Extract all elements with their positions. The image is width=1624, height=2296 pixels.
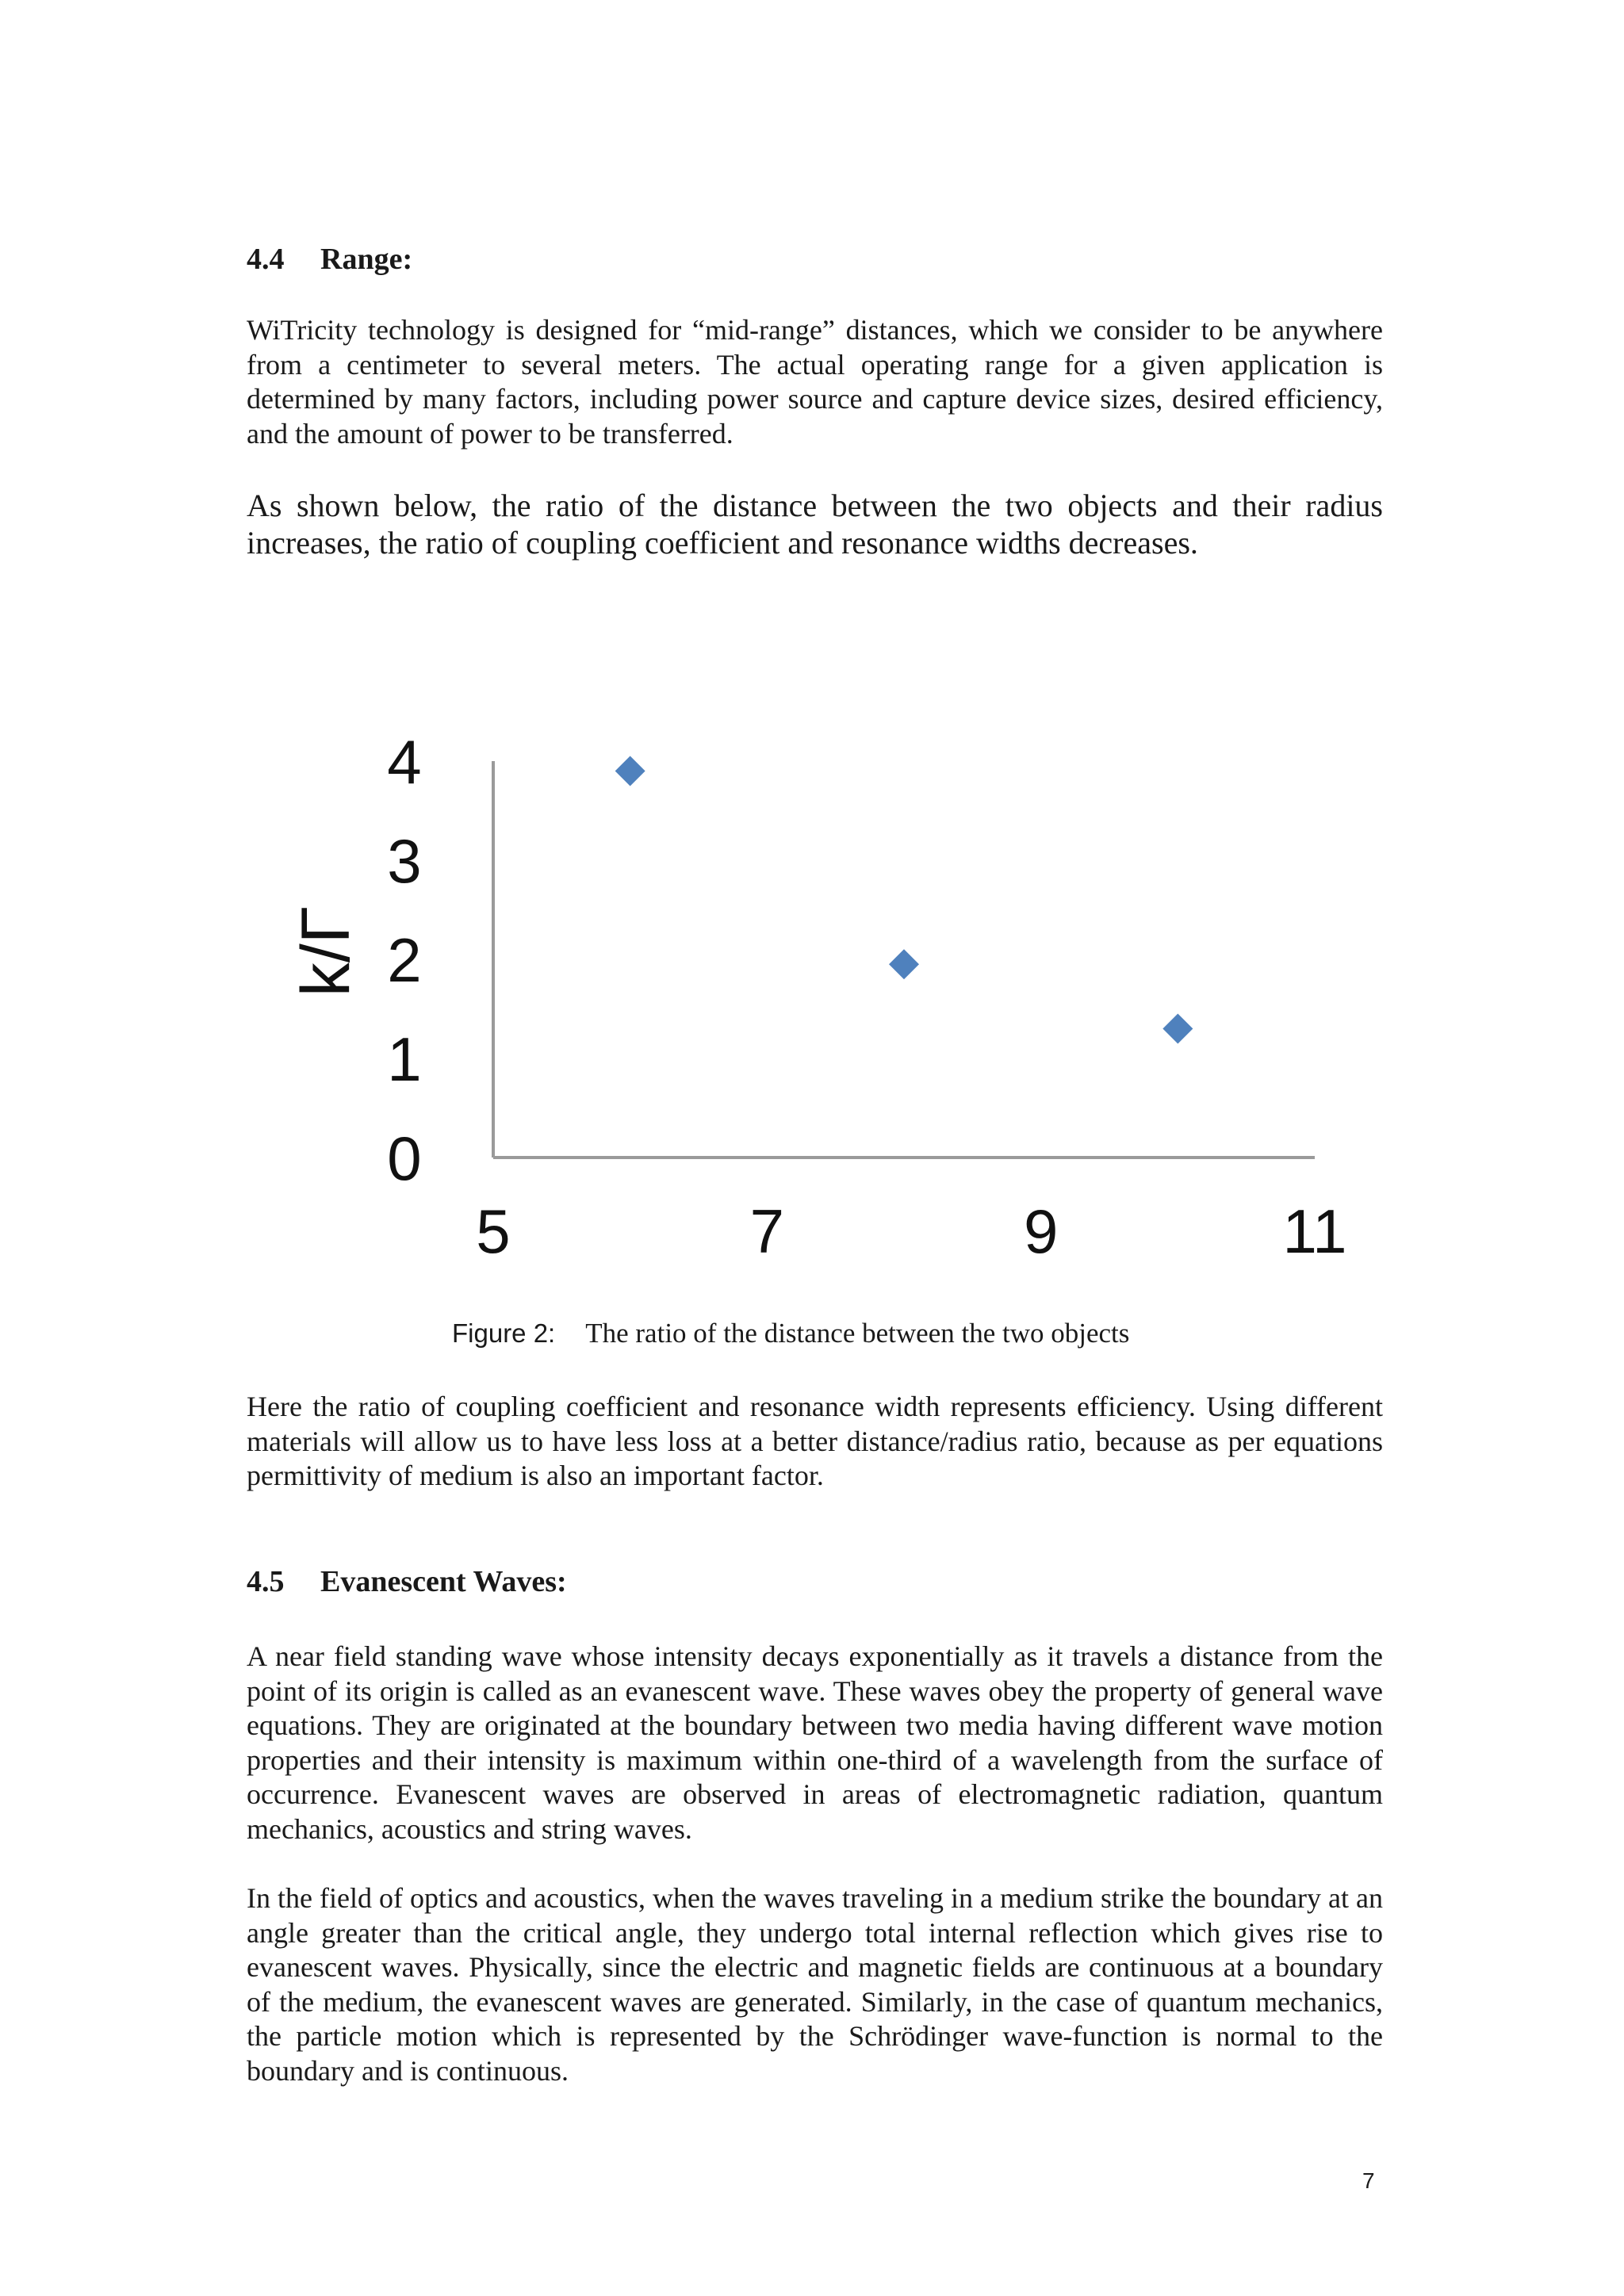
page-number: 7 xyxy=(1362,2168,1375,2193)
paragraph-text: Here the ratio of coupling coefficient and resonance width represents efficiency. Using different materials will allow us to have less loss at a better distance/radius ratio, because as per equations permittivity of medium is also an important factor. xyxy=(247,1391,1383,1491)
y-axis-label: k/Γ xyxy=(288,905,364,997)
data-point xyxy=(1162,1014,1193,1044)
paragraph-text: WiTricity technology is designed for “mid-range” distances, which we consider to be anywhere from a centimeter to several meters. The actual operating range for a given application is determined by many factors, including power source and capture device sizes, desired efficiency, and the amount of power to be transferred. xyxy=(247,314,1383,450)
figure-label: Figure 2: xyxy=(452,1318,556,1348)
chart-ticks xyxy=(387,727,1346,1266)
paragraph-text: A near field standing wave whose intensity decays exponentially as it travels a distance from the point of its origin is called as an evanescent wave. These waves obey the property of general wave equations. They are originated at the boundary between two media having different wave motion properties and their intensity is maximum within one-third of a wavelength from the surface of occurrence. Evanescent waves are observed in areas of electromagnetic radiation, quantum mechanics, acoustics and string waves. xyxy=(247,1640,1383,1845)
x-tick-label: 9 xyxy=(1023,1196,1059,1266)
figure-caption-text: The ratio of the distance between the two objects xyxy=(585,1318,1130,1349)
evanescent-paragraph-2 xyxy=(247,1881,1383,2088)
x-tick-label: 11 xyxy=(1282,1196,1347,1266)
efficiency-paragraph xyxy=(247,1390,1383,1494)
y-tick-label: 1 xyxy=(387,1024,422,1094)
x-tick-label: 5 xyxy=(476,1196,511,1266)
section-4-5-heading xyxy=(247,1564,1383,1599)
y-tick-label: 3 xyxy=(387,826,422,896)
data-point xyxy=(889,949,919,979)
x-tick-label: 7 xyxy=(749,1196,785,1266)
paragraph-text: In the field of optics and acoustics, when the waves traveling in a medium strike the boundary at an angle greater than the critical angle, they undergo total internal reflection which gives rise to evanescent waves. Physically, since the electric and magnetic fields are continuous at a boundary of the medium, the evanescent waves are generated. Similarly, in the case of quantum mechanics, the particle motion which is represented by the Schrödinger wave-function is normal to the boundary and is continuous. xyxy=(247,1882,1383,2087)
figure-caption xyxy=(452,1316,1324,1351)
data-point xyxy=(615,756,645,786)
y-tick-label: 4 xyxy=(387,727,422,797)
evanescent-paragraph-1 xyxy=(247,1640,1383,1846)
section-number: 4.5 xyxy=(247,1565,285,1598)
y-tick-label: 2 xyxy=(387,925,422,995)
section-title: Evanescent Waves: xyxy=(320,1565,567,1598)
chart-points xyxy=(615,756,1193,1044)
section-number: 4.4 xyxy=(247,243,285,276)
section-title: Range: xyxy=(320,243,413,276)
paragraph-text: As shown below, the ratio of the distance between the two objects and their radius increases, the ratio of coupling coefficient and resonance widths decreases. xyxy=(247,488,1383,561)
y-tick-label: 0 xyxy=(387,1123,422,1193)
